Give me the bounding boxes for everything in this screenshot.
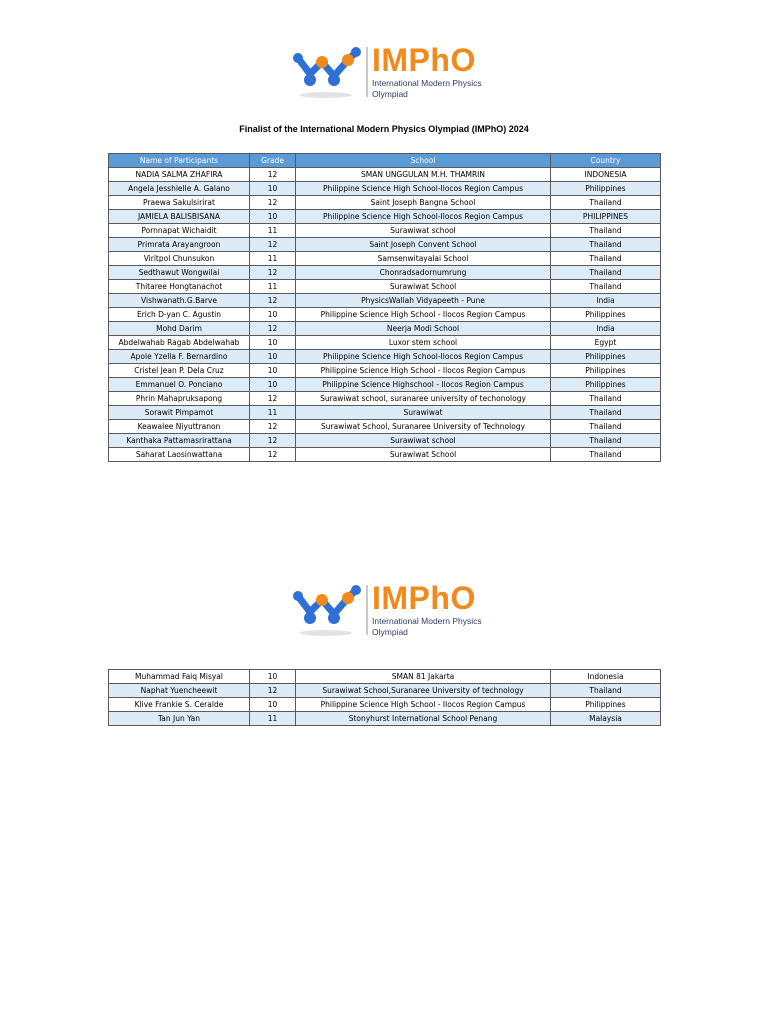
country-cell: Thailand bbox=[551, 196, 661, 210]
finalists-table bbox=[108, 153, 661, 462]
table-row bbox=[109, 712, 661, 726]
table-row bbox=[109, 224, 661, 238]
grade-cell: 11 bbox=[250, 406, 296, 420]
header-country: Country bbox=[551, 154, 661, 168]
grade-cell: 11 bbox=[250, 252, 296, 266]
country-cell: Thailand bbox=[551, 434, 661, 448]
logo-divider bbox=[366, 585, 368, 635]
logo-brand: IMPhO bbox=[372, 580, 476, 616]
table-row bbox=[109, 684, 661, 698]
participant-name-cell: Keawalee Niyuttranon bbox=[109, 420, 250, 434]
grade-cell: 10 bbox=[250, 308, 296, 322]
country-cell: Thailand bbox=[551, 406, 661, 420]
country-cell: Indonesia bbox=[551, 670, 661, 684]
table-row bbox=[109, 670, 661, 684]
table-row bbox=[109, 364, 661, 378]
participant-name-cell: Tan Jun Yan bbox=[109, 712, 250, 726]
grade-cell: 10 bbox=[250, 378, 296, 392]
country-cell: Thailand bbox=[551, 420, 661, 434]
country-cell: Philippines bbox=[551, 698, 661, 712]
school-cell: Saint Joseph Bangna School bbox=[296, 196, 551, 210]
participant-name-cell: Kanthaka Pattamasrirattana bbox=[109, 434, 250, 448]
country-cell: Thailand bbox=[551, 252, 661, 266]
school-cell: Surawiwat School, Suranaree University of Technology bbox=[296, 420, 551, 434]
table-row bbox=[109, 406, 661, 420]
school-cell: Surawiwat school bbox=[296, 434, 551, 448]
grade-cell: 11 bbox=[250, 280, 296, 294]
table-row bbox=[109, 420, 661, 434]
table-row bbox=[109, 210, 661, 224]
school-cell: Philippine Science High School-Ilocos Region Campus bbox=[296, 210, 551, 224]
grade-cell: 12 bbox=[250, 238, 296, 252]
country-cell: Philippines bbox=[551, 182, 661, 196]
school-cell: SMAN UNGGULAN M.H. THAMRIN bbox=[296, 168, 551, 182]
country-cell: Philippines bbox=[551, 364, 661, 378]
participant-name-cell: Saharat Laosinwattana bbox=[109, 448, 250, 462]
grade-cell: 10 bbox=[250, 350, 296, 364]
school-cell: Chonradsadornumrung bbox=[296, 266, 551, 280]
logo-tagline-line1: International Modern Physics bbox=[372, 616, 482, 626]
country-cell: Philippines bbox=[551, 308, 661, 322]
grade-cell: 10 bbox=[250, 182, 296, 196]
country-cell: PHILIPPINES bbox=[551, 210, 661, 224]
table-row bbox=[109, 378, 661, 392]
header-name: Name of Participants bbox=[109, 154, 250, 168]
participant-name-cell: Primrata Arayangroon bbox=[109, 238, 250, 252]
participant-name-cell: Emmanuel O. Ponciano bbox=[109, 378, 250, 392]
header-school: School bbox=[296, 154, 551, 168]
school-cell: Surawiwat school bbox=[296, 224, 551, 238]
country-cell: Thailand bbox=[551, 266, 661, 280]
participant-name-cell: Muhammad Faiq Misyal bbox=[109, 670, 250, 684]
table-row bbox=[109, 448, 661, 462]
participant-name-cell: Angela Jesshielle A. Galano bbox=[109, 182, 250, 196]
school-cell: SMAN 81 Jakarta bbox=[296, 670, 551, 684]
school-cell: Stonyhurst International School Penang bbox=[296, 712, 551, 726]
grade-cell: 12 bbox=[250, 266, 296, 280]
participant-name-cell: JAMIELA BALISBISANA bbox=[109, 210, 250, 224]
school-cell: Surawiwat bbox=[296, 406, 551, 420]
participant-name-cell: Cristel Jean P. Dela Cruz bbox=[109, 364, 250, 378]
participant-name-cell: Praewa Sakulsirirat bbox=[109, 196, 250, 210]
school-cell: Philippine Science Highschool - Ilocos Region Campus bbox=[296, 378, 551, 392]
grade-cell: 12 bbox=[250, 294, 296, 308]
participant-name-cell: Sorawit Pimpamot bbox=[109, 406, 250, 420]
participant-name-cell: Vishwanath.G.Barve bbox=[109, 294, 250, 308]
table-row bbox=[109, 252, 661, 266]
logo-tagline-line2: Olympiad bbox=[372, 89, 408, 99]
grade-cell: 12 bbox=[250, 684, 296, 698]
participant-name-cell: Phrin Mahapruksapong bbox=[109, 392, 250, 406]
finalists-table-continued bbox=[108, 669, 661, 726]
participant-name-cell: NADIA SALMA ZHAFIRA bbox=[109, 168, 250, 182]
impho-molecule-icon bbox=[288, 40, 364, 104]
logo-tagline-line2: Olympiad bbox=[372, 627, 408, 637]
grade-cell: 12 bbox=[250, 392, 296, 406]
country-cell: Philippines bbox=[551, 378, 661, 392]
table-row bbox=[109, 434, 661, 448]
school-cell: Saint Joseph Convent School bbox=[296, 238, 551, 252]
table-row bbox=[109, 280, 661, 294]
country-cell: Egypt bbox=[551, 336, 661, 350]
school-cell: Surawiwat School bbox=[296, 448, 551, 462]
school-cell: Luxor stem school bbox=[296, 336, 551, 350]
header-grade: Grade bbox=[250, 154, 296, 168]
logo-divider bbox=[366, 47, 368, 97]
grade-cell: 12 bbox=[250, 420, 296, 434]
participant-name-cell: Apole Yzella F. Bernardino bbox=[109, 350, 250, 364]
country-cell: Thailand bbox=[551, 448, 661, 462]
impho-logo bbox=[288, 40, 488, 104]
school-cell: Philippine Science High School-Ilocos Region Campus bbox=[296, 182, 551, 196]
table-row bbox=[109, 322, 661, 336]
grade-cell: 12 bbox=[250, 448, 296, 462]
participant-name-cell: Sedthawut Wongwilai bbox=[109, 266, 250, 280]
impho-logo-page2 bbox=[288, 578, 488, 642]
table-row bbox=[109, 182, 661, 196]
country-cell: Thailand bbox=[551, 392, 661, 406]
country-cell: India bbox=[551, 294, 661, 308]
country-cell: Malaysia bbox=[551, 712, 661, 726]
country-cell: Thailand bbox=[551, 684, 661, 698]
participant-name-cell: Klive Frankie S. Ceralde bbox=[109, 698, 250, 712]
impho-molecule-icon bbox=[288, 578, 364, 642]
school-cell: Surawiwat school, suranaree university of techonology bbox=[296, 392, 551, 406]
table-row bbox=[109, 350, 661, 364]
table-row bbox=[109, 294, 661, 308]
country-cell: INDONESIA bbox=[551, 168, 661, 182]
country-cell: Thailand bbox=[551, 224, 661, 238]
grade-cell: 12 bbox=[250, 434, 296, 448]
grade-cell: 11 bbox=[250, 712, 296, 726]
grade-cell: 10 bbox=[250, 210, 296, 224]
grade-cell: 12 bbox=[250, 322, 296, 336]
table-row bbox=[109, 392, 661, 406]
grade-cell: 12 bbox=[250, 168, 296, 182]
table-row bbox=[109, 336, 661, 350]
grade-cell: 10 bbox=[250, 336, 296, 350]
country-cell: Thailand bbox=[551, 238, 661, 252]
document-title: Finalist of the International Modern Physics Olympiad (IMPhO) 2024 bbox=[239, 124, 529, 134]
table-row bbox=[109, 698, 661, 712]
school-cell: Philippine Science High School - Ilocos Region Campus bbox=[296, 698, 551, 712]
school-cell: Philippine Science High School - Ilocos Region Campus bbox=[296, 364, 551, 378]
country-cell: Philippines bbox=[551, 350, 661, 364]
country-cell: Thailand bbox=[551, 280, 661, 294]
table-row bbox=[109, 308, 661, 322]
school-cell: Philippine Science High School-Ilocos Region Campus bbox=[296, 350, 551, 364]
table-row bbox=[109, 238, 661, 252]
school-cell: Philippine Science High School - Ilocos Region Campus bbox=[296, 308, 551, 322]
school-cell: Samsenwitayalai School bbox=[296, 252, 551, 266]
school-cell: Surawiwat School,Suranaree University of technology bbox=[296, 684, 551, 698]
table-row bbox=[109, 168, 661, 182]
school-cell: Surawiwat School bbox=[296, 280, 551, 294]
table-row bbox=[109, 196, 661, 210]
participant-name-cell: Viritpol Chunsukon bbox=[109, 252, 250, 266]
school-cell: Neerja Modi School bbox=[296, 322, 551, 336]
participant-name-cell: Thitaree Hongtanachot bbox=[109, 280, 250, 294]
grade-cell: 11 bbox=[250, 224, 296, 238]
grade-cell: 10 bbox=[250, 698, 296, 712]
grade-cell: 10 bbox=[250, 670, 296, 684]
participant-name-cell: Erich D-yan C. Agustin bbox=[109, 308, 250, 322]
logo-tagline-line1: International Modern Physics bbox=[372, 78, 482, 88]
country-cell: India bbox=[551, 322, 661, 336]
table-header-row bbox=[109, 154, 661, 168]
participant-name-cell: Mohd Darim bbox=[109, 322, 250, 336]
participant-name-cell: Abdelwahab Ragab Abdelwahab bbox=[109, 336, 250, 350]
logo-brand: IMPhO bbox=[372, 42, 476, 78]
participant-name-cell: Pornnapat Wichaidit bbox=[109, 224, 250, 238]
school-cell: PhysicsWallah Vidyapeeth - Pune bbox=[296, 294, 551, 308]
table-row bbox=[109, 266, 661, 280]
grade-cell: 12 bbox=[250, 196, 296, 210]
grade-cell: 10 bbox=[250, 364, 296, 378]
participant-name-cell: Naphat Yuencheewit bbox=[109, 684, 250, 698]
